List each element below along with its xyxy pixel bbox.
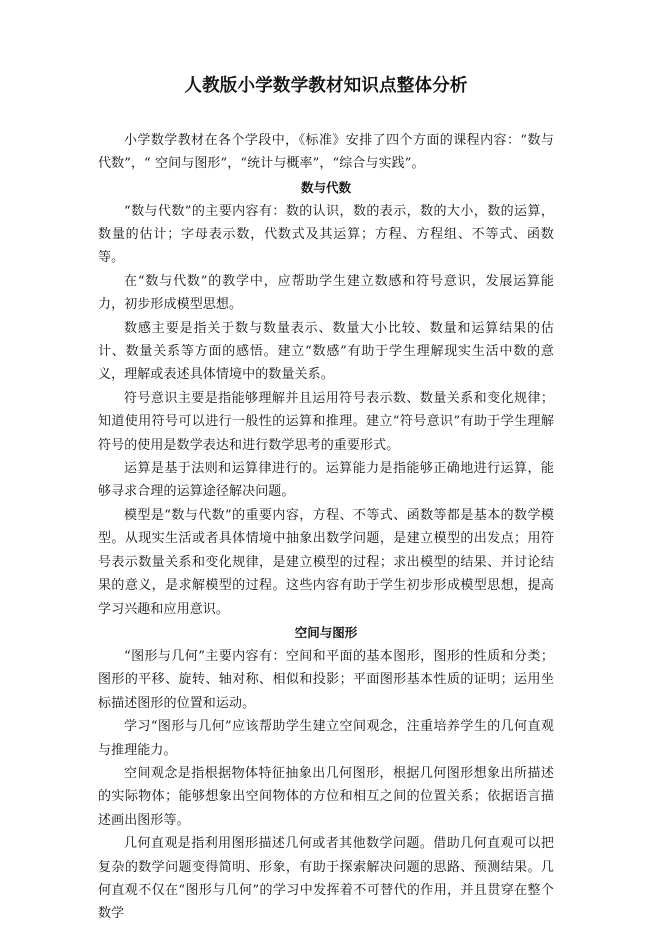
document-title: 人教版小学数学教材知识点整体分析 <box>184 76 468 96</box>
paragraph: 几何直观是指利用图形描述几何或者其他数学问题。借助几何直观可以把复杂的数学问题变得简明、形象，有助于探索解决问题的思路、预测结果。几何直观不仅在“图形与几何”的学习中发挥着不可替代的作用，并且贯穿在整个数学 <box>98 836 554 922</box>
paragraph: 模型是“数与代数”的重要内容，方程、不等式、函数等都是基本的数学模型。从现实生活或者具体情境中抽象出数学问题，是建立模型的出发点；用符号表示数量关系和变化规律，是建立模型的过程；求出模型的结果、并讨论结果的意义，是求解模型的过程。这些内容有助于学生初步形成模型思想，提高学习兴趣和应用意识。 <box>98 507 554 617</box>
paragraph: “图形与几何”主要内容有：空间和平面的基本图形，图形的性质和分类；图形的平移、旋转、轴对称、相似和投影；平面图形基本性质的证明；运用坐标描述图形的位置和运动。 <box>98 648 554 711</box>
document-body <box>98 74 554 926</box>
paragraph: 在“数与代数”的教学中，应帮助学生建立数感和符号意识，发展运算能力，初步形成模型思想。 <box>98 273 554 313</box>
section-heading-number-algebra: 数与代数 <box>300 179 351 195</box>
paragraph: 数感主要是指关于数与数量表示、数量大小比较、数量和运算结果的估计、数量关系等方面的感悟。建立“数感”有助于学生理解现实生活中数的意义，理解或表述具体情境中的数量关系。 <box>98 320 554 383</box>
paragraph: 空间观念是指根据物体特征抽象出几何图形，根据几何图形想象出所描述的实际物体；能够想象出空间物体的方位和相互之间的位置关系；依据语言描述画出图形等。 <box>98 765 554 828</box>
section-heading-space-shape: 空间与图形 <box>294 624 358 640</box>
paragraph: 运算是基于法则和运算律进行的。运算能力是指能够正确地进行运算，能够寻求合理的运算途径解决问题。 <box>98 461 554 500</box>
paragraph: 学习“图形与几何”应该帮助学生建立空间观念，注重培养学生的几何直观与推理能力。 <box>98 719 554 758</box>
intro-paragraph: 小学数学教材在各个学段中，《标准》安排了四个方面的课程内容：“数与代数”，“ 空间与图形”，“统计与概率”，“综合与实践”。 <box>98 133 554 171</box>
paragraph: “数与代数”的主要内容有：数的认识，数的表示，数的大小，数的运算，数量的估计；字母表示数，代数式及其运算；方程、方程组、不等式、函数等。 <box>98 203 554 266</box>
paragraph: 符号意识主要是指能够理解并且运用符号表示数、数量关系和变化规律；知道使用符号可以进行一般性的运算和推理。建立“符号意识”有助于学生理解符号的使用是数学表达和进行数学思考的重要形式。 <box>98 390 554 453</box>
